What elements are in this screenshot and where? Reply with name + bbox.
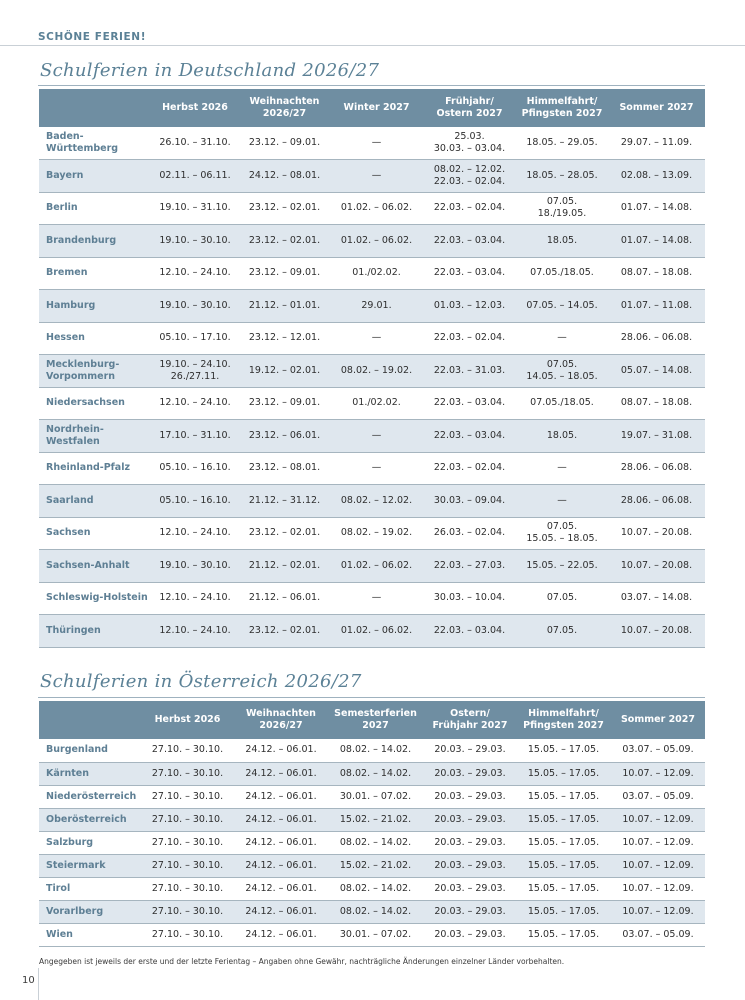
holiday-dates: 12.10. – 24.10.: [151, 387, 239, 420]
holiday-dates: 05.10. – 16.10.: [151, 485, 239, 518]
holiday-dates: 30.01. – 07.02.: [327, 785, 424, 808]
holiday-dates: 07.05.: [516, 615, 608, 648]
holiday-dates: 01.02. – 06.02.: [330, 615, 423, 648]
holiday-dates: 23.12. – 09.01.: [239, 387, 330, 420]
holiday-dates: 24.12. – 06.01.: [235, 785, 327, 808]
holiday-dates: 10.07. – 12.09.: [611, 877, 705, 900]
holiday-dates: 15.05. – 17.05.: [516, 762, 611, 785]
footnote: Angegeben ist jeweils der erste und der letzte Ferientag – Angaben ohne Gewähr, nachträgliche Änderungen einzelner Länder vorbehalten.: [39, 957, 565, 966]
holiday-dates: 01.07. – 14.08.: [608, 225, 705, 258]
holiday-dates: 03.07. – 05.09.: [611, 785, 705, 808]
holiday-dates: 18.05. – 28.05.: [516, 160, 608, 193]
holiday-dates: 15.05. – 17.05.: [516, 854, 611, 877]
table-row: [39, 582, 705, 615]
table-row: [39, 517, 705, 550]
holiday-dates: 05.10. – 16.10.: [151, 452, 239, 485]
table-row: [39, 808, 705, 831]
state-name: Thüringen: [39, 615, 151, 648]
holiday-dates: 21.12. – 06.01.: [239, 582, 330, 615]
column-header: Sommer 2027: [608, 89, 705, 127]
state-name: Vorarlberg: [39, 900, 140, 923]
holiday-dates: 08.02. – 14.02.: [327, 877, 424, 900]
holiday-dates: 15.05. – 17.05.: [516, 739, 611, 762]
holiday-dates: —: [516, 322, 608, 355]
germany-holiday-table: [39, 89, 705, 648]
holiday-dates: 30.03. – 09.04.: [423, 485, 516, 518]
holiday-dates: 22.03. – 02.04.: [423, 452, 516, 485]
column-header: Sommer 2027: [611, 701, 705, 739]
table-row: [39, 762, 705, 785]
holiday-dates: 12.10. – 24.10.: [151, 615, 239, 648]
holiday-dates: 20.03. – 29.03.: [424, 923, 516, 946]
holiday-dates: 20.03. – 29.03.: [424, 900, 516, 923]
holiday-dates: 24.12. – 06.01.: [235, 923, 327, 946]
section-header: SCHÖNE FERIEN!: [38, 31, 147, 43]
holiday-dates: 08.02. – 19.02.: [330, 355, 423, 388]
holiday-dates: 03.07. – 14.08.: [608, 582, 705, 615]
holiday-dates: 28.06. – 06.08.: [608, 485, 705, 518]
austria-holiday-table: [39, 701, 705, 947]
state-name: Bayern: [39, 160, 151, 193]
holiday-dates: —: [330, 582, 423, 615]
holiday-dates: 15.05. – 17.05.: [516, 785, 611, 808]
holiday-dates: 19.10. – 24.10. 26./27.11.: [151, 355, 239, 388]
holiday-dates: 07.05./18.05.: [516, 387, 608, 420]
holiday-dates: 23.12. – 02.01.: [239, 517, 330, 550]
table-row: [39, 290, 705, 323]
holiday-dates: 15.05. – 17.05.: [516, 923, 611, 946]
holiday-dates: 27.10. – 30.10.: [140, 854, 235, 877]
holiday-dates: —: [516, 452, 608, 485]
holiday-dates: 19.10. – 30.10.: [151, 225, 239, 258]
holiday-dates: —: [330, 160, 423, 193]
holiday-dates: 08.02. – 14.02.: [327, 762, 424, 785]
holiday-dates: 19.10. – 30.10.: [151, 550, 239, 583]
holiday-dates: 08.07. – 18.08.: [608, 257, 705, 290]
holiday-dates: 08.02. – 12.02. 22.03. – 02.04.: [423, 160, 516, 193]
holiday-dates: —: [330, 452, 423, 485]
holiday-dates: 23.12. – 12.01.: [239, 322, 330, 355]
germany-header-row: [39, 89, 705, 127]
table-row: [39, 900, 705, 923]
table-row: [39, 420, 705, 453]
holiday-dates: 24.12. – 06.01.: [235, 854, 327, 877]
holiday-dates: 08.02. – 14.02.: [327, 900, 424, 923]
holiday-dates: 24.12. – 06.01.: [235, 762, 327, 785]
state-name: Nordrhein- Westfalen: [39, 420, 151, 453]
austria-title: Schulferien in Österreich 2026/27: [40, 671, 362, 692]
state-name: Berlin: [39, 192, 151, 225]
holiday-dates: —: [330, 420, 423, 453]
state-name: Salzburg: [39, 831, 140, 854]
holiday-dates: 12.10. – 24.10.: [151, 257, 239, 290]
column-header: Winter 2027: [330, 89, 423, 127]
holiday-dates: 01.03. – 12.03.: [423, 290, 516, 323]
holiday-dates: 22.03. – 02.04.: [423, 192, 516, 225]
state-name: Niedersachsen: [39, 387, 151, 420]
state-name: Sachsen: [39, 517, 151, 550]
holiday-dates: 10.07. – 12.09.: [611, 808, 705, 831]
state-name: Baden- Württemberg: [39, 127, 151, 160]
holiday-dates: 18.05.: [516, 420, 608, 453]
holiday-dates: 24.12. – 08.01.: [239, 160, 330, 193]
table-row: [39, 854, 705, 877]
holiday-dates: 23.12. – 09.01.: [239, 257, 330, 290]
table-row: [39, 923, 705, 946]
holiday-dates: 10.07. – 20.08.: [608, 550, 705, 583]
holiday-dates: 27.10. – 30.10.: [140, 785, 235, 808]
holiday-dates: 25.03. 30.03. – 03.04.: [423, 127, 516, 160]
table-row: [39, 831, 705, 854]
holiday-dates: 01.07. – 14.08.: [608, 192, 705, 225]
holiday-dates: 10.07. – 12.09.: [611, 762, 705, 785]
table-row: [39, 160, 705, 193]
holiday-dates: 20.03. – 29.03.: [424, 877, 516, 900]
holiday-dates: 27.10. – 30.10.: [140, 923, 235, 946]
holiday-dates: 02.08. – 13.09.: [608, 160, 705, 193]
holiday-dates: 15.02. – 21.02.: [327, 854, 424, 877]
holiday-dates: 27.10. – 30.10.: [140, 808, 235, 831]
holiday-dates: 24.12. – 06.01.: [235, 808, 327, 831]
holiday-dates: 27.10. – 30.10.: [140, 831, 235, 854]
holiday-dates: 01.07. – 11.08.: [608, 290, 705, 323]
holiday-dates: 23.12. – 02.01.: [239, 225, 330, 258]
state-name: Brandenburg: [39, 225, 151, 258]
germany-title-rule: [38, 85, 705, 86]
holiday-dates: 19.07. – 31.08.: [608, 420, 705, 453]
holiday-dates: 26.03. – 02.04.: [423, 517, 516, 550]
table-row: [39, 127, 705, 160]
table-row: [39, 225, 705, 258]
holiday-dates: 01.02. – 06.02.: [330, 550, 423, 583]
page-margin-line: [38, 968, 39, 1000]
holiday-dates: 07.05. – 14.05.: [516, 290, 608, 323]
holiday-dates: 20.03. – 29.03.: [424, 854, 516, 877]
holiday-dates: 24.12. – 06.01.: [235, 877, 327, 900]
state-name: Kärnten: [39, 762, 140, 785]
holiday-dates: 15.05. – 17.05.: [516, 808, 611, 831]
holiday-dates: 22.03. – 03.04.: [423, 225, 516, 258]
holiday-dates: 22.03. – 03.04.: [423, 387, 516, 420]
holiday-dates: 10.07. – 12.09.: [611, 854, 705, 877]
state-name: Rheinland-Pfalz: [39, 452, 151, 485]
holiday-dates: 22.03. – 27.03.: [423, 550, 516, 583]
holiday-dates: 15.05. – 17.05.: [516, 831, 611, 854]
state-name: Saarland: [39, 485, 151, 518]
table-row: [39, 739, 705, 762]
state-name: Oberösterreich: [39, 808, 140, 831]
holiday-dates: 27.10. – 30.10.: [140, 739, 235, 762]
holiday-dates: 08.02. – 19.02.: [330, 517, 423, 550]
holiday-dates: 19.12. – 02.01.: [239, 355, 330, 388]
holiday-dates: 10.07. – 12.09.: [611, 831, 705, 854]
column-header-state: [39, 701, 140, 739]
table-row: [39, 322, 705, 355]
holiday-dates: 30.03. – 10.04.: [423, 582, 516, 615]
holiday-dates: 23.12. – 02.01.: [239, 615, 330, 648]
holiday-dates: 22.03. – 03.04.: [423, 420, 516, 453]
holiday-dates: 03.07. – 05.09.: [611, 923, 705, 946]
holiday-dates: 20.03. – 29.03.: [424, 808, 516, 831]
column-header: Ostern/ Frühjahr 2027: [424, 701, 516, 739]
holiday-dates: 20.03. – 29.03.: [424, 831, 516, 854]
table-row: [39, 452, 705, 485]
holiday-dates: 29.07. – 11.09.: [608, 127, 705, 160]
holiday-dates: 12.10. – 24.10.: [151, 517, 239, 550]
table-row: [39, 550, 705, 583]
holiday-dates: 24.12. – 06.01.: [235, 900, 327, 923]
table-row: [39, 192, 705, 225]
table-row: [39, 485, 705, 518]
holiday-dates: 18.05. – 29.05.: [516, 127, 608, 160]
holiday-dates: 26.10. – 31.10.: [151, 127, 239, 160]
holiday-dates: 23.12. – 06.01.: [239, 420, 330, 453]
column-header-state: [39, 89, 151, 127]
holiday-dates: 05.10. – 17.10.: [151, 322, 239, 355]
state-name: Wien: [39, 923, 140, 946]
holiday-dates: 08.02. – 12.02.: [330, 485, 423, 518]
table-row: [39, 615, 705, 648]
holiday-dates: 27.10. – 30.10.: [140, 877, 235, 900]
table-row: [39, 355, 705, 388]
holiday-dates: 15.05. – 17.05.: [516, 877, 611, 900]
holiday-dates: 21.12. – 31.12.: [239, 485, 330, 518]
column-header: Weihnachten 2026/27: [235, 701, 327, 739]
holiday-dates: 21.12. – 01.01.: [239, 290, 330, 323]
table-row: [39, 257, 705, 290]
holiday-dates: 01.02. – 06.02.: [330, 225, 423, 258]
holiday-dates: 02.11. – 06.11.: [151, 160, 239, 193]
column-header: Semesterferien 2027: [327, 701, 424, 739]
holiday-dates: 08.02. – 14.02.: [327, 739, 424, 762]
holiday-dates: 01./02.02.: [330, 387, 423, 420]
state-name: Bremen: [39, 257, 151, 290]
holiday-dates: 15.05. – 17.05.: [516, 900, 611, 923]
column-header: Weihnachten 2026/27: [239, 89, 330, 127]
holiday-dates: 20.03. – 29.03.: [424, 762, 516, 785]
state-name: Hamburg: [39, 290, 151, 323]
holiday-dates: 10.07. – 20.08.: [608, 615, 705, 648]
state-name: Hessen: [39, 322, 151, 355]
holiday-dates: 22.03. – 31.03.: [423, 355, 516, 388]
holiday-dates: 07.05. 15.05. – 18.05.: [516, 517, 608, 550]
holiday-dates: 21.12. – 02.01.: [239, 550, 330, 583]
holiday-dates: 23.12. – 09.01.: [239, 127, 330, 160]
germany-title: Schulferien in Deutschland 2026/27: [40, 60, 380, 81]
column-header: Himmelfahrt/ Pfingsten 2027: [516, 701, 611, 739]
holiday-dates: 20.03. – 29.03.: [424, 739, 516, 762]
holiday-dates: 15.05. – 22.05.: [516, 550, 608, 583]
state-name: Burgenland: [39, 739, 140, 762]
header-rule: [0, 45, 745, 46]
column-header: Himmelfahrt/ Pfingsten 2027: [516, 89, 608, 127]
holiday-dates: 27.10. – 30.10.: [140, 762, 235, 785]
holiday-dates: 19.10. – 31.10.: [151, 192, 239, 225]
holiday-dates: 07.05.: [516, 582, 608, 615]
holiday-dates: 07.05. 18./19.05.: [516, 192, 608, 225]
state-name: Steiermark: [39, 854, 140, 877]
holiday-dates: 05.07. – 14.08.: [608, 355, 705, 388]
holiday-dates: 01./02.02.: [330, 257, 423, 290]
table-row: [39, 785, 705, 808]
holiday-dates: 01.02. – 06.02.: [330, 192, 423, 225]
holiday-dates: 10.07. – 12.09.: [611, 900, 705, 923]
holiday-dates: 29.01.: [330, 290, 423, 323]
holiday-dates: 03.07. – 05.09.: [611, 739, 705, 762]
holiday-dates: 08.07. – 18.08.: [608, 387, 705, 420]
holiday-dates: 15.02. – 21.02.: [327, 808, 424, 831]
holiday-dates: 22.03. – 03.04.: [423, 257, 516, 290]
holiday-dates: 10.07. – 20.08.: [608, 517, 705, 550]
austria-title-rule: [38, 697, 705, 698]
holiday-dates: —: [516, 485, 608, 518]
column-header: Frühjahr/ Ostern 2027: [423, 89, 516, 127]
state-name: Sachsen-Anhalt: [39, 550, 151, 583]
column-header: Herbst 2026: [140, 701, 235, 739]
holiday-dates: 23.12. – 02.01.: [239, 192, 330, 225]
table-row: [39, 877, 705, 900]
holiday-dates: 28.06. – 06.08.: [608, 322, 705, 355]
holiday-dates: 22.03. – 02.04.: [423, 322, 516, 355]
holiday-dates: —: [330, 322, 423, 355]
holiday-dates: 22.03. – 03.04.: [423, 615, 516, 648]
column-header: Herbst 2026: [151, 89, 239, 127]
holiday-dates: 30.01. – 07.02.: [327, 923, 424, 946]
holiday-dates: 20.03. – 29.03.: [424, 785, 516, 808]
holiday-dates: 27.10. – 30.10.: [140, 900, 235, 923]
holiday-dates: 07.05. 14.05. – 18.05.: [516, 355, 608, 388]
holiday-dates: 07.05./18.05.: [516, 257, 608, 290]
holiday-dates: —: [330, 127, 423, 160]
holiday-dates: 24.12. – 06.01.: [235, 739, 327, 762]
austria-header-row: [39, 701, 705, 739]
holiday-dates: 12.10. – 24.10.: [151, 582, 239, 615]
holiday-dates: 18.05.: [516, 225, 608, 258]
state-name: Tirol: [39, 877, 140, 900]
holiday-dates: 24.12. – 06.01.: [235, 831, 327, 854]
page-number: 10: [22, 975, 35, 986]
holiday-dates: 08.02. – 14.02.: [327, 831, 424, 854]
holiday-dates: 17.10. – 31.10.: [151, 420, 239, 453]
holiday-dates: 23.12. – 08.01.: [239, 452, 330, 485]
state-name: Schleswig-Holstein: [39, 582, 151, 615]
state-name: Niederösterreich: [39, 785, 140, 808]
state-name: Mecklenburg- Vorpommern: [39, 355, 151, 388]
holiday-dates: 28.06. – 06.08.: [608, 452, 705, 485]
holiday-dates: 19.10. – 30.10.: [151, 290, 239, 323]
table-row: [39, 387, 705, 420]
